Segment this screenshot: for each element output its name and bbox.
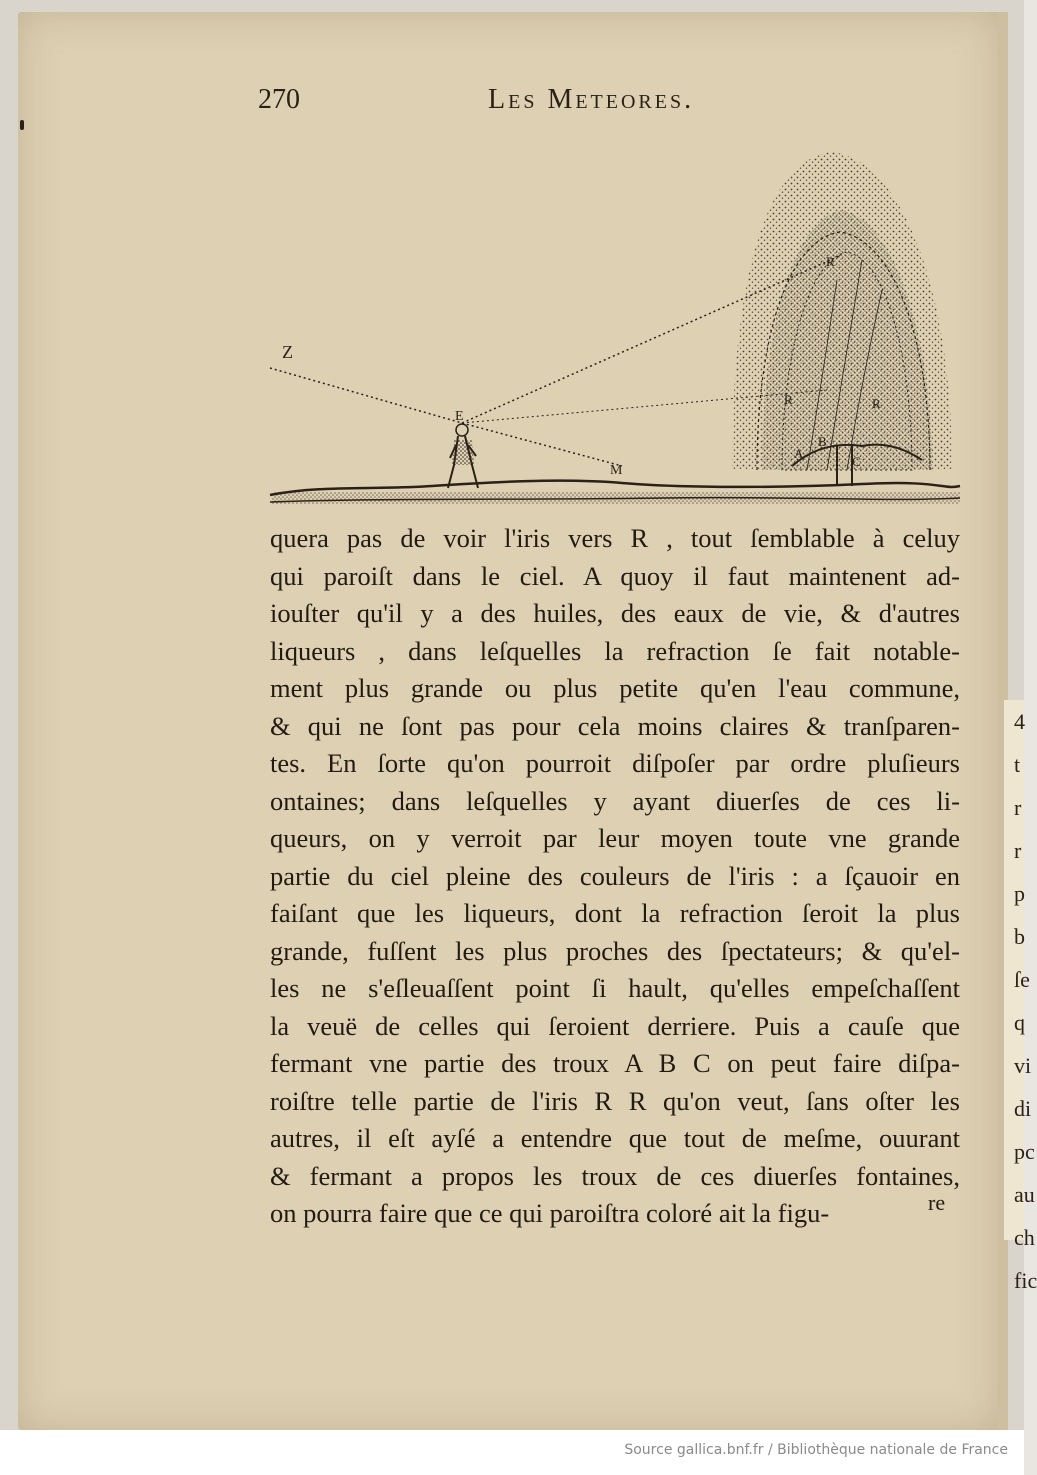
text-line: autres, il eſt ayſé a entendre que tout de meſme, ouurant [270,1123,960,1153]
next-page-fragment: p [1014,881,1025,906]
text-line: tes. En ſorte qu'on pourroit diſpoſer par ordre pluſieurs [270,748,960,778]
text-line: & qui ne ſont pas pour cela moins claires & tranſparen- [270,710,960,741]
next-page-fragment: pc [1014,1139,1035,1164]
text-line: qui paroiſt dans le ciel. A quoy il faut maintenent ad- [270,560,960,591]
text-line: & fermant a propos les troux de ces diuerſes fontaines, [270,1160,960,1191]
next-page-fragment: r [1014,838,1022,863]
next-page-fragment: au [1014,1182,1035,1207]
next-page-fragment: vi [1014,1053,1032,1078]
text-line: quera pas de voir l'iris vers R , tout ſemblable à celuy [270,523,960,553]
ground [270,481,960,504]
label-r-right: R [872,396,881,411]
label-z: Z [282,342,293,362]
text-line: les ne s'eſleuaſſent point ſi hault, qu'elles empeſchaſſent [270,973,960,1003]
body-text [270,520,960,1233]
text-line: ment plus grande ou plus petite qu'en l'eau commune, [270,673,960,703]
label-b: B [818,434,827,449]
label-r-top: R [826,254,835,269]
text-line: liqueurs , dans leſquelles la refraction ſe fait notable- [270,635,960,666]
source-credit: Source gallica.bnf.fr / Bibliothèque nationale de France [624,1442,1008,1458]
figure-engraving [262,140,964,510]
text-line: ontaines; dans leſquelles y ayant diuerſes de ces li- [270,785,960,816]
running-title: Les Meteores. [488,84,695,115]
next-page-fragment: q [1014,1010,1025,1035]
label-a: A [794,446,804,461]
text-line: partie du ciel pleine des couleurs de l'iris : a ſçauoir en [270,860,960,891]
text-line: la veuë de celles qui ſeroient derriere. Puis a cauſe que [270,1010,960,1041]
page-header [258,84,958,124]
next-page-fragment: fic [1014,1268,1037,1293]
label-c: C [852,454,861,469]
next-page-fragment: r [1014,795,1022,820]
footer-bar [0,1430,1024,1475]
text-line: fermant vne partie des troux A B C on peut faire diſpa- [270,1048,960,1078]
catchword: re [928,1190,946,1215]
text-line: roiſtre telle partie de l'iris R R qu'on veut, ſans oſter les [270,1085,960,1116]
next-page-fragment: di [1014,1096,1032,1121]
label-r-left: R [784,392,793,407]
binding-mark [20,120,24,130]
next-page-strip [1004,700,1037,1293]
label-e: E [455,409,464,424]
next-page-fragment: ſe [1014,967,1030,992]
next-page-fragment: 4 [1014,709,1025,734]
fountain-spray [732,152,952,470]
next-page-fragment: b [1014,924,1025,949]
text-line: iouſter qu'il y a des huiles, des eaux de vie, & d'autres [270,598,960,628]
text-line: queurs, on y verroit par leur moyen toute vne grande [270,823,960,853]
rainbow-fountain-figure [262,140,964,510]
label-m: M [610,463,623,478]
text-line: on pourra faire que ce qui paroiſtra coloré ait la figu- [270,1198,830,1228]
observer-figure [448,424,478,488]
text-line: faiſant que les liqueurs, dont la refraction ſeroit la plus [270,898,960,928]
next-page-fragment: t [1014,752,1021,777]
text-line: grande, fuſſent les plus proches des ſpectateurs; & qu'el- [270,935,960,966]
page-number: 270 [258,84,300,115]
next-page-fragment: ch [1014,1225,1035,1250]
